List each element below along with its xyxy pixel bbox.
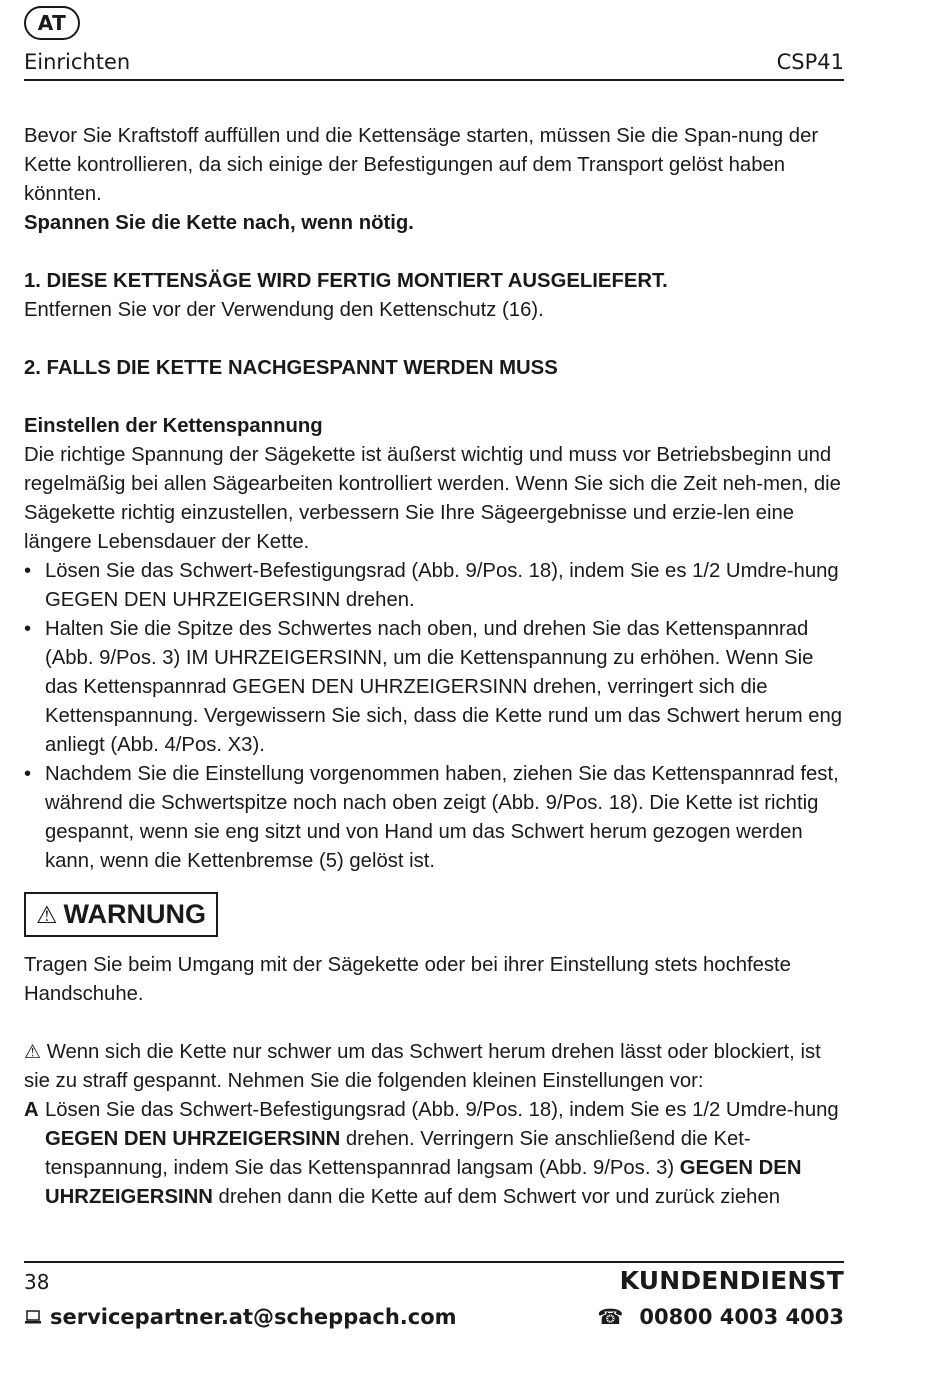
list-item: • Lösen Sie das Schwert-Befestigungsrad (Abb. 9/Pos. 18), indem Sie es 1/2 Umdre-hung GEGEN DEN UHRZEIGERSINN drehen. [24,557,848,615]
step-a-part2: drehen. Verringern Sie anschließend die Ket-tenspannung, indem Sie das Kettenspannrad langsam (Abb. 9/Pos. 3) [45,1128,751,1179]
note-body: Wenn sich die Kette nur schwer um das Schwert herum drehen lässt oder blockiert, ist sie zu straff gespannt. Nehmen Sie die folgenden kleinen Einstellungen vor: [24,1041,821,1092]
step-a-bold2: GEGEN DEN UHRZEIGERSINN [45,1157,802,1208]
email-address[interactable]: servicepartner.at@scheppach.com [50,1305,457,1329]
laptop-icon [24,1309,42,1325]
warning-text: Tragen Sie beim Umgang mit der Sägekette oder bei ihrer Einstellung stets hochfeste Handschuhe. [24,954,791,1005]
step1-text: Entfernen Sie vor der Verwendung den Kettenschutz (16). [24,299,544,321]
intro-emphasis: Spannen Sie die Kette nach, wenn nötig. [24,212,414,234]
tension-bullet-list [24,557,848,876]
warning-box [24,892,218,937]
phone-icon: ☎ [597,1305,624,1329]
phone-number[interactable]: 00800 4003 4003 [639,1305,844,1329]
page-content [24,122,848,1212]
step-a-part1: Lösen Sie das Schwert-Befestigungsrad (Abb. 9/Pos. 18), indem Sie es 1/2 Umdre-hung [45,1099,839,1121]
page-number: 38 [24,1270,50,1294]
step-a [24,1096,848,1212]
model-name: CSP41 [776,50,844,74]
phone-contact[interactable] [597,1305,844,1329]
tension-heading: Einstellen der Kettenspannung [24,415,323,437]
list-item: • Halten Sie die Spitze des Schwertes nach oben, und drehen Sie das Kettenspannrad (Abb. 9/Pos. 3) IM UHRZEIGERSINN, um die Kettenspannung zu erhöhen. Wenn Sie das Kettenspannrad GEGEN DEN UHRZEIGERSINN drehen, verringert sich die Kettenspannung. Vergewissern Sie sich, dass die Kette rund um das Schwert herum eng anliegt (Abb. 4/Pos. X3). [24,615,848,760]
step-a-label: A [24,1099,39,1121]
intro-text: Bevor Sie Kraftstoff auffüllen und die Kettensäge starten, müssen Sie die Span-nung der Kette kontrollieren, da sich einige der Befestigungen auf dem Transport gelöst haben könnten. [24,125,819,205]
step-a-bold1: GEGEN DEN UHRZEIGERSINN [45,1128,341,1150]
step2-heading: 2. FALLS DIE KETTE NACHGESPANNT WERDEN MUSS [24,357,558,379]
warning-triangle-icon: ⚠ [24,1041,42,1063]
email-contact[interactable] [24,1305,457,1329]
service-label: KUNDENDIENST [619,1266,844,1295]
section-title: Einrichten [24,50,131,74]
step-a-part3: drehen dann die Kette auf dem Schwert vor und zurück ziehen [218,1186,781,1208]
list-item: • Nachdem Sie die Einstellung vorgenommen haben, ziehen Sie das Kettenspannrad fest, während die Schwertspitze noch nach oben zeigt (Abb. 9/Pos. 18). Die Kette ist richtig gespannt, wenn sie eng sitzt und von Hand um das Schwert herum gezogen werden kann, wenn die Kettenbremse (5) gelöst ist. [24,760,848,876]
header-rule [24,79,844,81]
country-badge: AT [24,6,80,40]
warning-triangle-icon: ⚠ [36,901,58,929]
footer-rule [24,1261,844,1263]
note-text [24,1038,848,1096]
warning-label: WARNUNG [63,899,207,929]
tension-text: Die richtige Spannung der Sägekette ist äußerst wichtig und muss vor Betriebsbeginn und regelmäßig bei allen Sägearbeiten kontrolliert werden. Wenn Sie sich die Zeit neh-men, die Sägekette richtig einzustellen, verbessern Sie Ihre Sägeergebnisse und erzie-len eine längere Lebensdauer der Kette. [24,444,841,553]
step1-heading: 1. DIESE KETTENSÄGE WIRD FERTIG MONTIERT AUSGELIEFERT. [24,270,668,292]
